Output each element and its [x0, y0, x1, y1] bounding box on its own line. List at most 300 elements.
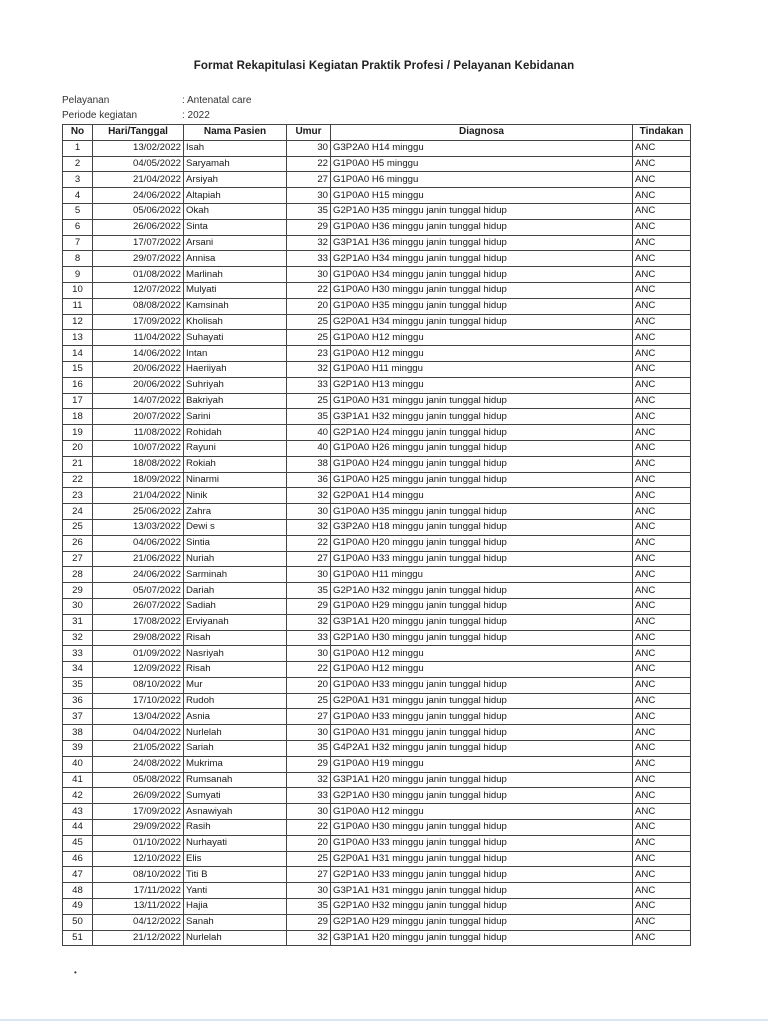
cell-patient-name: Sarminah — [184, 567, 287, 583]
cell-action: ANC — [633, 472, 691, 488]
cell-action: ANC — [633, 646, 691, 662]
cell-no: 12 — [63, 314, 93, 330]
cell-no: 15 — [63, 361, 93, 377]
table-row — [63, 235, 691, 251]
cell-no: 9 — [63, 267, 93, 283]
cell-date: 29/08/2022 — [93, 630, 184, 646]
cell-no: 23 — [63, 488, 93, 504]
cell-action: ANC — [633, 741, 691, 757]
cell-date: 14/06/2022 — [93, 346, 184, 362]
cell-no: 48 — [63, 883, 93, 899]
table-row — [63, 519, 691, 535]
table-row — [63, 914, 691, 930]
table-row — [63, 835, 691, 851]
cell-no: 33 — [63, 646, 93, 662]
cell-age: 32 — [287, 361, 331, 377]
cell-action: ANC — [633, 425, 691, 441]
cell-date: 17/08/2022 — [93, 614, 184, 630]
table-row — [63, 282, 691, 298]
table-row — [63, 662, 691, 678]
cell-action: ANC — [633, 756, 691, 772]
cell-diagnosis: G1P0A0 H36 minggu janin tunggal hidup — [331, 219, 633, 235]
table-row — [63, 535, 691, 551]
table-row — [63, 883, 691, 899]
cell-date: 21/06/2022 — [93, 551, 184, 567]
table-row — [63, 298, 691, 314]
cell-date: 08/08/2022 — [93, 298, 184, 314]
table-row — [63, 330, 691, 346]
cell-patient-name: Rudoh — [184, 693, 287, 709]
table-row — [63, 646, 691, 662]
cell-date: 20/06/2022 — [93, 361, 184, 377]
cell-no: 4 — [63, 188, 93, 204]
cell-action: ANC — [633, 314, 691, 330]
cell-no: 5 — [63, 203, 93, 219]
cell-patient-name: Rokiah — [184, 456, 287, 472]
cell-no: 16 — [63, 377, 93, 393]
cell-diagnosis: G1P0A0 H34 minggu janin tunggal hidup — [331, 267, 633, 283]
table-row — [63, 346, 691, 362]
cell-no: 13 — [63, 330, 93, 346]
cell-diagnosis: G3P2A0 H14 minggu — [331, 140, 633, 156]
cell-diagnosis: G2P0A1 H31 minggu janin tunggal hidup — [331, 693, 633, 709]
cell-patient-name: Haeriiyah — [184, 361, 287, 377]
cell-age: 32 — [287, 235, 331, 251]
cell-age: 30 — [287, 567, 331, 583]
cell-patient-name: Sumyati — [184, 788, 287, 804]
cell-age: 33 — [287, 251, 331, 267]
cell-patient-name: Dewi s — [184, 519, 287, 535]
cell-no: 25 — [63, 519, 93, 535]
cell-age: 22 — [287, 662, 331, 678]
cell-age: 27 — [287, 172, 331, 188]
cell-diagnosis: G1P0A0 H29 minggu janin tunggal hidup — [331, 598, 633, 614]
cell-no: 24 — [63, 504, 93, 520]
table-row — [63, 488, 691, 504]
cell-age: 29 — [287, 598, 331, 614]
cell-date: 05/06/2022 — [93, 203, 184, 219]
table-row — [63, 472, 691, 488]
cell-no: 31 — [63, 614, 93, 630]
cell-age: 30 — [287, 883, 331, 899]
cell-age: 25 — [287, 851, 331, 867]
cell-diagnosis: G2P1A0 H24 minggu janin tunggal hidup — [331, 425, 633, 441]
cell-action: ANC — [633, 330, 691, 346]
cell-action: ANC — [633, 788, 691, 804]
cell-age: 33 — [287, 630, 331, 646]
cell-age: 35 — [287, 583, 331, 599]
cell-patient-name: Altapiah — [184, 188, 287, 204]
cell-age: 32 — [287, 519, 331, 535]
meta-value: : Antenatal care — [182, 95, 252, 106]
cell-action: ANC — [633, 930, 691, 946]
cell-age: 20 — [287, 835, 331, 851]
cell-age: 20 — [287, 677, 331, 693]
cell-diagnosis: G2P1A0 H29 minggu janin tunggal hidup — [331, 914, 633, 930]
cell-date: 12/09/2022 — [93, 662, 184, 678]
cell-no: 49 — [63, 899, 93, 915]
cell-patient-name: Ninik — [184, 488, 287, 504]
cell-diagnosis: G1P0A0 H5 minggu — [331, 156, 633, 172]
cell-age: 27 — [287, 867, 331, 883]
cell-action: ANC — [633, 298, 691, 314]
cell-diagnosis: G2P1A0 H30 minggu janin tunggal hidup — [331, 788, 633, 804]
table-row — [63, 314, 691, 330]
cell-age: 27 — [287, 709, 331, 725]
table-row — [63, 851, 691, 867]
cell-age: 22 — [287, 820, 331, 836]
cell-age: 36 — [287, 472, 331, 488]
cell-diagnosis: G1P0A0 H31 minggu janin tunggal hidup — [331, 725, 633, 741]
cell-no: 11 — [63, 298, 93, 314]
col-header-no: No — [63, 125, 93, 141]
cell-action: ANC — [633, 867, 691, 883]
table-row — [63, 677, 691, 693]
cell-diagnosis: G1P0A0 H26 minggu janin tunggal hidup — [331, 440, 633, 456]
cell-date: 08/10/2022 — [93, 867, 184, 883]
cell-date: 20/07/2022 — [93, 409, 184, 425]
cell-age: 30 — [287, 804, 331, 820]
cell-action: ANC — [633, 267, 691, 283]
cell-diagnosis: G1P0A0 H19 minggu — [331, 756, 633, 772]
cell-no: 22 — [63, 472, 93, 488]
cell-patient-name: Sariah — [184, 741, 287, 757]
table-row — [63, 251, 691, 267]
cell-no: 51 — [63, 930, 93, 946]
cell-diagnosis: G1P0A0 H12 minggu — [331, 662, 633, 678]
meta-label: Pelayanan — [62, 95, 110, 106]
cell-age: 20 — [287, 298, 331, 314]
cell-age: 32 — [287, 614, 331, 630]
cell-patient-name: Hajia — [184, 899, 287, 915]
table-row — [63, 693, 691, 709]
cell-age: 32 — [287, 930, 331, 946]
cell-no: 37 — [63, 709, 93, 725]
meta-pelayanan — [62, 95, 252, 106]
cell-date: 21/05/2022 — [93, 741, 184, 757]
table-row — [63, 440, 691, 456]
cell-diagnosis: G1P0A0 H35 minggu janin tunggal hidup — [331, 298, 633, 314]
cell-no: 36 — [63, 693, 93, 709]
cell-age: 40 — [287, 440, 331, 456]
cell-patient-name: Kamsinah — [184, 298, 287, 314]
cell-patient-name: Sinta — [184, 219, 287, 235]
table-row — [63, 393, 691, 409]
cell-date: 24/08/2022 — [93, 756, 184, 772]
cell-action: ANC — [633, 393, 691, 409]
cell-date: 01/10/2022 — [93, 835, 184, 851]
cell-patient-name: Rumsanah — [184, 772, 287, 788]
cell-no: 42 — [63, 788, 93, 804]
table-row — [63, 267, 691, 283]
cell-no: 28 — [63, 567, 93, 583]
cell-action: ANC — [633, 614, 691, 630]
meta-periode — [62, 110, 210, 121]
cell-age: 23 — [287, 346, 331, 362]
footer-mark: • — [74, 968, 77, 977]
cell-action: ANC — [633, 203, 691, 219]
table-row — [63, 567, 691, 583]
cell-action: ANC — [633, 662, 691, 678]
cell-no: 19 — [63, 425, 93, 441]
cell-no: 47 — [63, 867, 93, 883]
cell-diagnosis: G1P0A0 H33 minggu janin tunggal hidup — [331, 551, 633, 567]
cell-action: ANC — [633, 583, 691, 599]
cell-patient-name: Nurlelah — [184, 725, 287, 741]
cell-date: 18/09/2022 — [93, 472, 184, 488]
cell-diagnosis: G2P1A0 H32 minggu janin tunggal hidup — [331, 899, 633, 915]
cell-diagnosis: G1P0A0 H6 minggu — [331, 172, 633, 188]
cell-date: 12/10/2022 — [93, 851, 184, 867]
table-row — [63, 614, 691, 630]
cell-action: ANC — [633, 630, 691, 646]
table-row — [63, 709, 691, 725]
cell-diagnosis: G2P0A1 H14 minggu — [331, 488, 633, 504]
table-row — [63, 409, 691, 425]
cell-diagnosis: G1P0A0 H12 minggu — [331, 646, 633, 662]
cell-action: ANC — [633, 361, 691, 377]
cell-age: 40 — [287, 425, 331, 441]
document-title: Format Rekapitulasi Kegiatan Praktik Profesi / Pelayanan Kebidanan — [193, 60, 575, 72]
cell-patient-name: Kholisah — [184, 314, 287, 330]
cell-patient-name: Rayuni — [184, 440, 287, 456]
cell-date: 13/02/2022 — [93, 140, 184, 156]
cell-diagnosis: G2P0A1 H34 minggu janin tunggal hidup — [331, 314, 633, 330]
cell-action: ANC — [633, 772, 691, 788]
cell-date: 18/08/2022 — [93, 456, 184, 472]
table-row — [63, 820, 691, 836]
cell-action: ANC — [633, 914, 691, 930]
cell-no: 38 — [63, 725, 93, 741]
cell-date: 01/08/2022 — [93, 267, 184, 283]
cell-patient-name: Mulyati — [184, 282, 287, 298]
cell-diagnosis: G3P1A1 H20 minggu janin tunggal hidup — [331, 614, 633, 630]
cell-patient-name: Rasih — [184, 820, 287, 836]
table-row — [63, 741, 691, 757]
cell-no: 50 — [63, 914, 93, 930]
cell-no: 39 — [63, 741, 93, 757]
cell-patient-name: Saryamah — [184, 156, 287, 172]
cell-diagnosis: G1P0A0 H31 minggu janin tunggal hidup — [331, 393, 633, 409]
cell-no: 46 — [63, 851, 93, 867]
cell-action: ANC — [633, 235, 691, 251]
cell-patient-name: Dariah — [184, 583, 287, 599]
table-row — [63, 930, 691, 946]
cell-age: 30 — [287, 140, 331, 156]
cell-action: ANC — [633, 488, 691, 504]
cell-diagnosis: G1P0A0 H12 minggu — [331, 346, 633, 362]
cell-no: 8 — [63, 251, 93, 267]
cell-action: ANC — [633, 883, 691, 899]
cell-no: 40 — [63, 756, 93, 772]
cell-no: 6 — [63, 219, 93, 235]
cell-date: 01/09/2022 — [93, 646, 184, 662]
cell-no: 17 — [63, 393, 93, 409]
cell-no: 7 — [63, 235, 93, 251]
cell-age: 32 — [287, 772, 331, 788]
cell-date: 17/09/2022 — [93, 804, 184, 820]
table-row — [63, 551, 691, 567]
cell-age: 22 — [287, 535, 331, 551]
cell-diagnosis: G1P0A0 H11 minggu — [331, 361, 633, 377]
cell-date: 12/07/2022 — [93, 282, 184, 298]
cell-patient-name: Titi B — [184, 867, 287, 883]
cell-patient-name: Nasriyah — [184, 646, 287, 662]
table-row — [63, 188, 691, 204]
cell-patient-name: Mukrima — [184, 756, 287, 772]
cell-action: ANC — [633, 567, 691, 583]
cell-patient-name: Mur — [184, 677, 287, 693]
cell-patient-name: Yanti — [184, 883, 287, 899]
table-row — [63, 377, 691, 393]
cell-date: 24/06/2022 — [93, 188, 184, 204]
header-row — [63, 125, 691, 141]
meta-label: Periode kegiatan — [62, 110, 138, 121]
table-row — [63, 598, 691, 614]
cell-action: ANC — [633, 156, 691, 172]
col-header-diagnosis: Diagnosa — [331, 125, 633, 141]
cell-date: 25/06/2022 — [93, 504, 184, 520]
cell-patient-name: Asnawiyah — [184, 804, 287, 820]
cell-date: 21/12/2022 — [93, 930, 184, 946]
table-row — [63, 867, 691, 883]
table-row — [63, 140, 691, 156]
cell-diagnosis: G2P0A1 H31 minggu janin tunggal hidup — [331, 851, 633, 867]
cell-patient-name: Marlinah — [184, 267, 287, 283]
cell-no: 45 — [63, 835, 93, 851]
cell-diagnosis: G1P0A0 H12 minggu — [331, 804, 633, 820]
cell-action: ANC — [633, 519, 691, 535]
cell-date: 29/09/2022 — [93, 820, 184, 836]
cell-age: 30 — [287, 646, 331, 662]
cell-date: 04/12/2022 — [93, 914, 184, 930]
cell-diagnosis: G2P1A0 H33 minggu janin tunggal hidup — [331, 867, 633, 883]
cell-date: 04/05/2022 — [93, 156, 184, 172]
cell-patient-name: Sanah — [184, 914, 287, 930]
table-row — [63, 203, 691, 219]
cell-no: 10 — [63, 282, 93, 298]
cell-age: 33 — [287, 788, 331, 804]
table-row — [63, 456, 691, 472]
rekap-table — [62, 124, 691, 946]
cell-age: 35 — [287, 741, 331, 757]
table-row — [63, 583, 691, 599]
cell-diagnosis: G4P2A1 H32 minggu janin tunggal hidup — [331, 741, 633, 757]
cell-diagnosis: G1P0A0 H12 minggu — [331, 330, 633, 346]
cell-age: 25 — [287, 330, 331, 346]
cell-age: 30 — [287, 267, 331, 283]
table-row — [63, 630, 691, 646]
table-row — [63, 219, 691, 235]
cell-age: 25 — [287, 693, 331, 709]
cell-action: ANC — [633, 725, 691, 741]
cell-patient-name: Annisa — [184, 251, 287, 267]
cell-diagnosis: G3P1A1 H31 minggu janin tunggal hidup — [331, 883, 633, 899]
cell-no: 3 — [63, 172, 93, 188]
cell-action: ANC — [633, 709, 691, 725]
cell-no: 35 — [63, 677, 93, 693]
cell-no: 1 — [63, 140, 93, 156]
cell-patient-name: Zahra — [184, 504, 287, 520]
cell-diagnosis: G1P0A0 H20 minggu janin tunggal hidup — [331, 535, 633, 551]
cell-no: 21 — [63, 456, 93, 472]
cell-diagnosis: G2P1A0 H35 minggu janin tunggal hidup — [331, 203, 633, 219]
cell-patient-name: Sarini — [184, 409, 287, 425]
cell-age: 30 — [287, 725, 331, 741]
cell-action: ANC — [633, 409, 691, 425]
cell-age: 30 — [287, 504, 331, 520]
col-header-age: Umur — [287, 125, 331, 141]
table-row — [63, 788, 691, 804]
cell-diagnosis: G2P1A0 H30 minggu janin tunggal hidup — [331, 630, 633, 646]
cell-age: 35 — [287, 203, 331, 219]
cell-diagnosis: G2P1A0 H34 minggu janin tunggal hidup — [331, 251, 633, 267]
cell-patient-name: Suhayati — [184, 330, 287, 346]
cell-no: 2 — [63, 156, 93, 172]
cell-action: ANC — [633, 440, 691, 456]
cell-age: 35 — [287, 409, 331, 425]
cell-patient-name: Erviyanah — [184, 614, 287, 630]
cell-no: 34 — [63, 662, 93, 678]
cell-patient-name: Ninarmi — [184, 472, 287, 488]
cell-date: 05/08/2022 — [93, 772, 184, 788]
cell-date: 08/10/2022 — [93, 677, 184, 693]
cell-date: 24/06/2022 — [93, 567, 184, 583]
cell-patient-name: Okah — [184, 203, 287, 219]
cell-action: ANC — [633, 804, 691, 820]
cell-no: 20 — [63, 440, 93, 456]
cell-patient-name: Rohidah — [184, 425, 287, 441]
cell-patient-name: Isah — [184, 140, 287, 156]
cell-date: 10/07/2022 — [93, 440, 184, 456]
cell-date: 20/06/2022 — [93, 377, 184, 393]
cell-date: 17/07/2022 — [93, 235, 184, 251]
col-header-action: Tindakan — [633, 125, 691, 141]
cell-diagnosis: G1P0A0 H24 minggu janin tunggal hidup — [331, 456, 633, 472]
table-row — [63, 899, 691, 915]
cell-diagnosis: G1P0A0 H25 minggu janin tunggal hidup — [331, 472, 633, 488]
cell-action: ANC — [633, 835, 691, 851]
cell-date: 29/07/2022 — [93, 251, 184, 267]
cell-age: 27 — [287, 551, 331, 567]
table-row — [63, 725, 691, 741]
cell-date: 26/07/2022 — [93, 598, 184, 614]
meta-value: : 2022 — [182, 110, 210, 121]
cell-action: ANC — [633, 282, 691, 298]
cell-date: 14/07/2022 — [93, 393, 184, 409]
cell-diagnosis: G3P2A0 H18 minggu janin tunggal hidup — [331, 519, 633, 535]
cell-date: 17/10/2022 — [93, 693, 184, 709]
cell-diagnosis: G1P0A0 H15 minggu — [331, 188, 633, 204]
cell-action: ANC — [633, 456, 691, 472]
cell-age: 29 — [287, 219, 331, 235]
cell-no: 29 — [63, 583, 93, 599]
cell-date: 04/04/2022 — [93, 725, 184, 741]
cell-action: ANC — [633, 251, 691, 267]
cell-patient-name: Risah — [184, 630, 287, 646]
cell-patient-name: Sintia — [184, 535, 287, 551]
cell-date: 04/06/2022 — [93, 535, 184, 551]
page-bottom-edge — [0, 1019, 768, 1021]
cell-age: 22 — [287, 282, 331, 298]
cell-diagnosis: G3P1A1 H20 minggu janin tunggal hidup — [331, 930, 633, 946]
cell-date: 13/04/2022 — [93, 709, 184, 725]
cell-patient-name: Suhriyah — [184, 377, 287, 393]
cell-date: 26/09/2022 — [93, 788, 184, 804]
col-header-date: Hari/Tanggal — [93, 125, 184, 141]
cell-date: 21/04/2022 — [93, 488, 184, 504]
cell-diagnosis: G1P0A0 H33 minggu janin tunggal hidup — [331, 835, 633, 851]
